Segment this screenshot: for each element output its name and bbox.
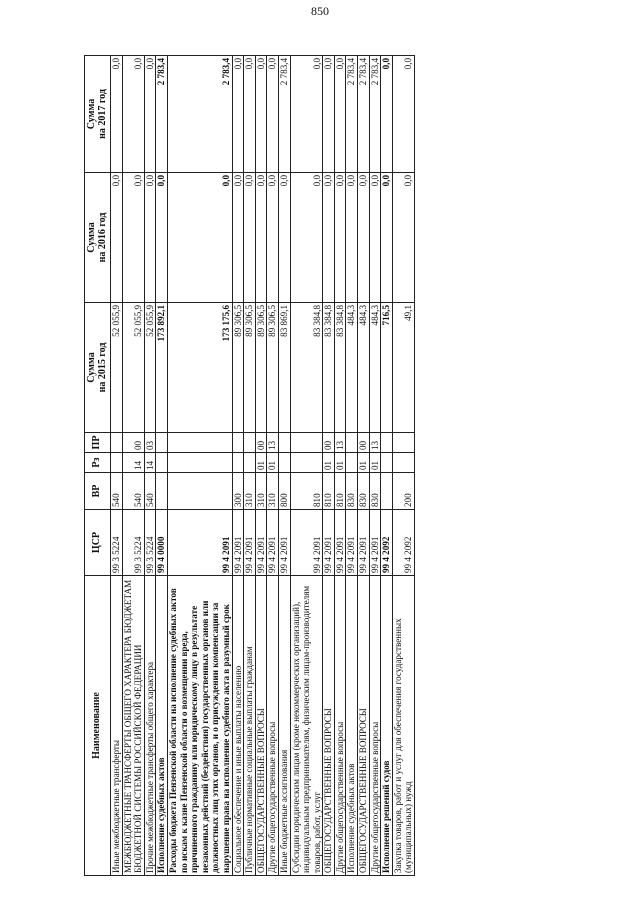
row-pr: 00: [255, 433, 267, 453]
row-sum-2017: 0,0: [381, 56, 393, 173]
row-rz: [381, 453, 393, 473]
page-number: 850: [311, 4, 329, 18]
table-row: [334, 56, 346, 876]
row-sum-2016: 0,0: [346, 173, 358, 303]
row-vr: 830: [346, 473, 358, 510]
row-name: Расходы бюджета Пензенской области на исполнение судебных актов по искам к казне Пензенской области о возмещении вреда, причиненного гражданину или юридическому лицу в результате незаконных действий (бездействия) государственных органов или должностных лиц этих органов, и о присуждении компенсации за нарушение права на исполнение судебного акта в разумный срок: [167, 576, 232, 876]
row-rz: 01: [334, 453, 346, 473]
table-row: [381, 56, 393, 876]
row-rz: [232, 453, 244, 473]
row-name: ОБЩЕГОСУДАРСТВЕННЫЕ ВОПРОСЫ: [255, 576, 267, 876]
row-sum-2015: 173 175,6: [167, 303, 232, 433]
row-csr: 99 4 2091: [358, 510, 370, 576]
row-csr: 99 4 2092: [392, 510, 414, 576]
row-pr: [156, 433, 168, 453]
row-name: Другие общегосударственные вопросы: [369, 576, 381, 876]
row-rz: 01: [323, 453, 335, 473]
row-pr: [244, 433, 256, 453]
row-sum-2015: 89 306,5: [244, 303, 256, 433]
row-pr: 13: [369, 433, 381, 453]
row-sum-2015: 52 055,9: [111, 303, 123, 433]
table-row: [290, 56, 323, 876]
row-name: Публичные нормативные социальные выплаты гражданам: [244, 576, 256, 876]
header-name: Наименование: [85, 576, 111, 876]
row-vr: 300: [232, 473, 244, 510]
row-sum-2016: 0,0: [156, 173, 168, 303]
row-pr: [167, 433, 232, 453]
row-name: Исполнение решений судов: [381, 576, 393, 876]
row-sum-2016: 0,0: [323, 173, 335, 303]
row-vr: 310: [267, 473, 279, 510]
row-csr: 99 4 0000: [156, 510, 168, 576]
row-sum-2015: 83 869,1: [278, 303, 290, 433]
row-pr: 00: [358, 433, 370, 453]
row-rz: [244, 453, 256, 473]
row-rz: 01: [255, 453, 267, 473]
row-sum-2016: 0,0: [232, 173, 244, 303]
header-csr: ЦСР: [85, 510, 111, 576]
row-rz: [278, 453, 290, 473]
row-sum-2017: 2 783,4: [346, 56, 358, 173]
row-sum-2016: 0,0: [167, 173, 232, 303]
table-body: [111, 56, 415, 876]
row-csr: 99 4 2091: [290, 510, 323, 576]
row-pr: [278, 433, 290, 453]
row-vr: 810: [323, 473, 335, 510]
row-pr: 00: [323, 433, 335, 453]
row-vr: 830: [358, 473, 370, 510]
budget-table: [84, 55, 415, 876]
rotated-table-area: [84, 56, 612, 876]
row-csr: 99 4 2091: [334, 510, 346, 576]
row-pr: [111, 433, 123, 453]
row-rz: 01: [267, 453, 279, 473]
row-pr: [232, 433, 244, 453]
row-sum-2015: 484,3: [346, 303, 358, 433]
row-sum-2015: 83 384,8: [290, 303, 323, 433]
row-csr: 99 4 2091: [244, 510, 256, 576]
header-rz: Рз: [85, 453, 111, 473]
row-name: Социальное обеспечение и иные выплаты населению: [232, 576, 244, 876]
row-name: Другие общегосударственные вопросы: [267, 576, 279, 876]
row-pr: [381, 433, 393, 453]
row-csr: 99 3 5224: [111, 510, 123, 576]
header-sum-2016: Сумма на 2016 год: [85, 173, 111, 303]
table-row: [346, 56, 358, 876]
row-sum-2017: 2 783,4: [167, 56, 232, 173]
row-sum-2017: 0,0: [290, 56, 323, 173]
row-sum-2015: 89 306,5: [255, 303, 267, 433]
row-vr: 540: [144, 473, 156, 510]
header-vr: ВР: [85, 473, 111, 510]
row-name: ОБЩЕГОСУДАРСТВЕННЫЕ ВОПРОСЫ: [358, 576, 370, 876]
row-pr: 13: [334, 433, 346, 453]
table-row: [144, 56, 156, 876]
row-rz: [392, 453, 414, 473]
table-row: [111, 56, 123, 876]
row-pr: [290, 433, 323, 453]
row-pr: [346, 433, 358, 453]
row-vr: [156, 473, 168, 510]
row-pr: 03: [144, 433, 156, 453]
row-sum-2017: 0,0: [255, 56, 267, 173]
row-vr: 540: [122, 473, 144, 510]
row-name: Прочие межбюджетные трансферты общего характера: [144, 576, 156, 876]
row-sum-2016: 0,0: [358, 173, 370, 303]
row-pr: 00: [122, 433, 144, 453]
table-row: [267, 56, 279, 876]
row-sum-2015: 484,3: [358, 303, 370, 433]
row-sum-2015: 716,5: [381, 303, 393, 433]
row-rz: [167, 453, 232, 473]
row-vr: 200: [392, 473, 414, 510]
row-sum-2016: 0,0: [267, 173, 279, 303]
row-sum-2015: 83 384,8: [323, 303, 335, 433]
row-name: Закупка товаров, работ и услуг для обеспечения государственных (муниципальных) нужд: [392, 576, 414, 876]
table-row: [255, 56, 267, 876]
table-row: [244, 56, 256, 876]
row-sum-2016: 0,0: [290, 173, 323, 303]
header-sum-2015: Сумма на 2015 год: [85, 303, 111, 433]
row-sum-2017: 0,0: [144, 56, 156, 173]
row-pr: 13: [267, 433, 279, 453]
row-vr: 540: [111, 473, 123, 510]
table-row: [369, 56, 381, 876]
row-vr: 830: [369, 473, 381, 510]
row-vr: 310: [244, 473, 256, 510]
row-csr: 99 4 2091: [267, 510, 279, 576]
table-row: [232, 56, 244, 876]
row-pr: [392, 433, 414, 453]
row-vr: 810: [290, 473, 323, 510]
row-csr: 99 4 2091: [346, 510, 358, 576]
row-sum-2015: 173 892,1: [156, 303, 168, 433]
row-rz: [156, 453, 168, 473]
row-sum-2017: 2 783,4: [156, 56, 168, 173]
row-sum-2017: 0,0: [323, 56, 335, 173]
row-sum-2017: 0,0: [244, 56, 256, 173]
row-csr: 99 4 2091: [255, 510, 267, 576]
row-name: ОБЩЕГОСУДАРСТВЕННЫЕ ВОПРОСЫ: [323, 576, 335, 876]
row-name: Субсидии юридическим лицам (кроме некоммерческих организаций), индивидуальным предпринимателям, физическим лицам-производителям товаров, работ, услуг: [290, 576, 323, 876]
row-name: Иные межбюджетные трансферты: [111, 576, 123, 876]
table-row: [323, 56, 335, 876]
table-header-row: [85, 56, 111, 876]
row-sum-2016: 0,0: [111, 173, 123, 303]
row-sum-2016: 0,0: [381, 173, 393, 303]
row-sum-2015: 89 306,5: [232, 303, 244, 433]
row-rz: 14: [122, 453, 144, 473]
table-row: [122, 56, 144, 876]
row-vr: [167, 473, 232, 510]
row-sum-2016: 0,0: [122, 173, 144, 303]
row-name: Иные бюджетные ассигнования: [278, 576, 290, 876]
row-sum-2015: 49,1: [392, 303, 414, 433]
row-sum-2016: 0,0: [369, 173, 381, 303]
row-csr: 99 4 2091: [167, 510, 232, 576]
row-sum-2017: 2 783,4: [278, 56, 290, 173]
row-name: Исполнение судебных актов: [156, 576, 168, 876]
row-vr: 800: [278, 473, 290, 510]
row-csr: 99 4 2091: [232, 510, 244, 576]
row-sum-2015: 83 384,8: [334, 303, 346, 433]
row-vr: [381, 473, 393, 510]
row-sum-2017: 2 783,4: [369, 56, 381, 173]
row-sum-2017: 0,0: [111, 56, 123, 173]
row-sum-2015: 52 055,9: [144, 303, 156, 433]
row-sum-2017: 0,0: [232, 56, 244, 173]
row-sum-2016: 0,0: [278, 173, 290, 303]
header-sum-2017: Сумма на 2017 год: [85, 56, 111, 173]
row-vr: 810: [334, 473, 346, 510]
row-csr: 99 4 2091: [323, 510, 335, 576]
row-csr: 99 4 2091: [278, 510, 290, 576]
row-rz: 01: [358, 453, 370, 473]
row-sum-2016: 0,0: [392, 173, 414, 303]
row-rz: [346, 453, 358, 473]
row-name: Другие общегосударственные вопросы: [334, 576, 346, 876]
row-csr: 99 3 5224: [122, 510, 144, 576]
row-rz: 14: [144, 453, 156, 473]
row-sum-2016: 0,0: [244, 173, 256, 303]
row-sum-2016: 0,0: [255, 173, 267, 303]
row-rz: 01: [369, 453, 381, 473]
row-csr: 99 4 2091: [369, 510, 381, 576]
row-sum-2017: 0,0: [392, 56, 414, 173]
row-sum-2017: 0,0: [267, 56, 279, 173]
table-row: [358, 56, 370, 876]
row-sum-2015: 89 306,5: [267, 303, 279, 433]
row-sum-2017: 0,0: [334, 56, 346, 173]
table-row: [167, 56, 232, 876]
table-row: [392, 56, 414, 876]
row-sum-2016: 0,0: [144, 173, 156, 303]
row-sum-2015: 484,3: [369, 303, 381, 433]
row-csr: 99 3 5224: [144, 510, 156, 576]
row-csr: 99 4 2092: [381, 510, 393, 576]
header-pr: ПР: [85, 433, 111, 453]
table-row: [156, 56, 168, 876]
row-rz: [290, 453, 323, 473]
row-sum-2016: 0,0: [334, 173, 346, 303]
row-name: МЕЖБЮДЖЕТНЫЕ ТРАНСФЕРТЫ ОБЩЕГО ХАРАКТЕРА БЮДЖЕТАМ БЮДЖЕТНОЙ СИСТЕМЫ РОССИЙСКОЙ ФЕДЕРАЦИИ: [122, 576, 144, 876]
row-sum-2017: 0,0: [122, 56, 144, 173]
table-row: [278, 56, 290, 876]
row-sum-2015: 52 055,9: [122, 303, 144, 433]
row-sum-2017: 2 783,4: [358, 56, 370, 173]
row-vr: 310: [255, 473, 267, 510]
row-rz: [111, 453, 123, 473]
row-name: Исполнение судебных актов: [346, 576, 358, 876]
